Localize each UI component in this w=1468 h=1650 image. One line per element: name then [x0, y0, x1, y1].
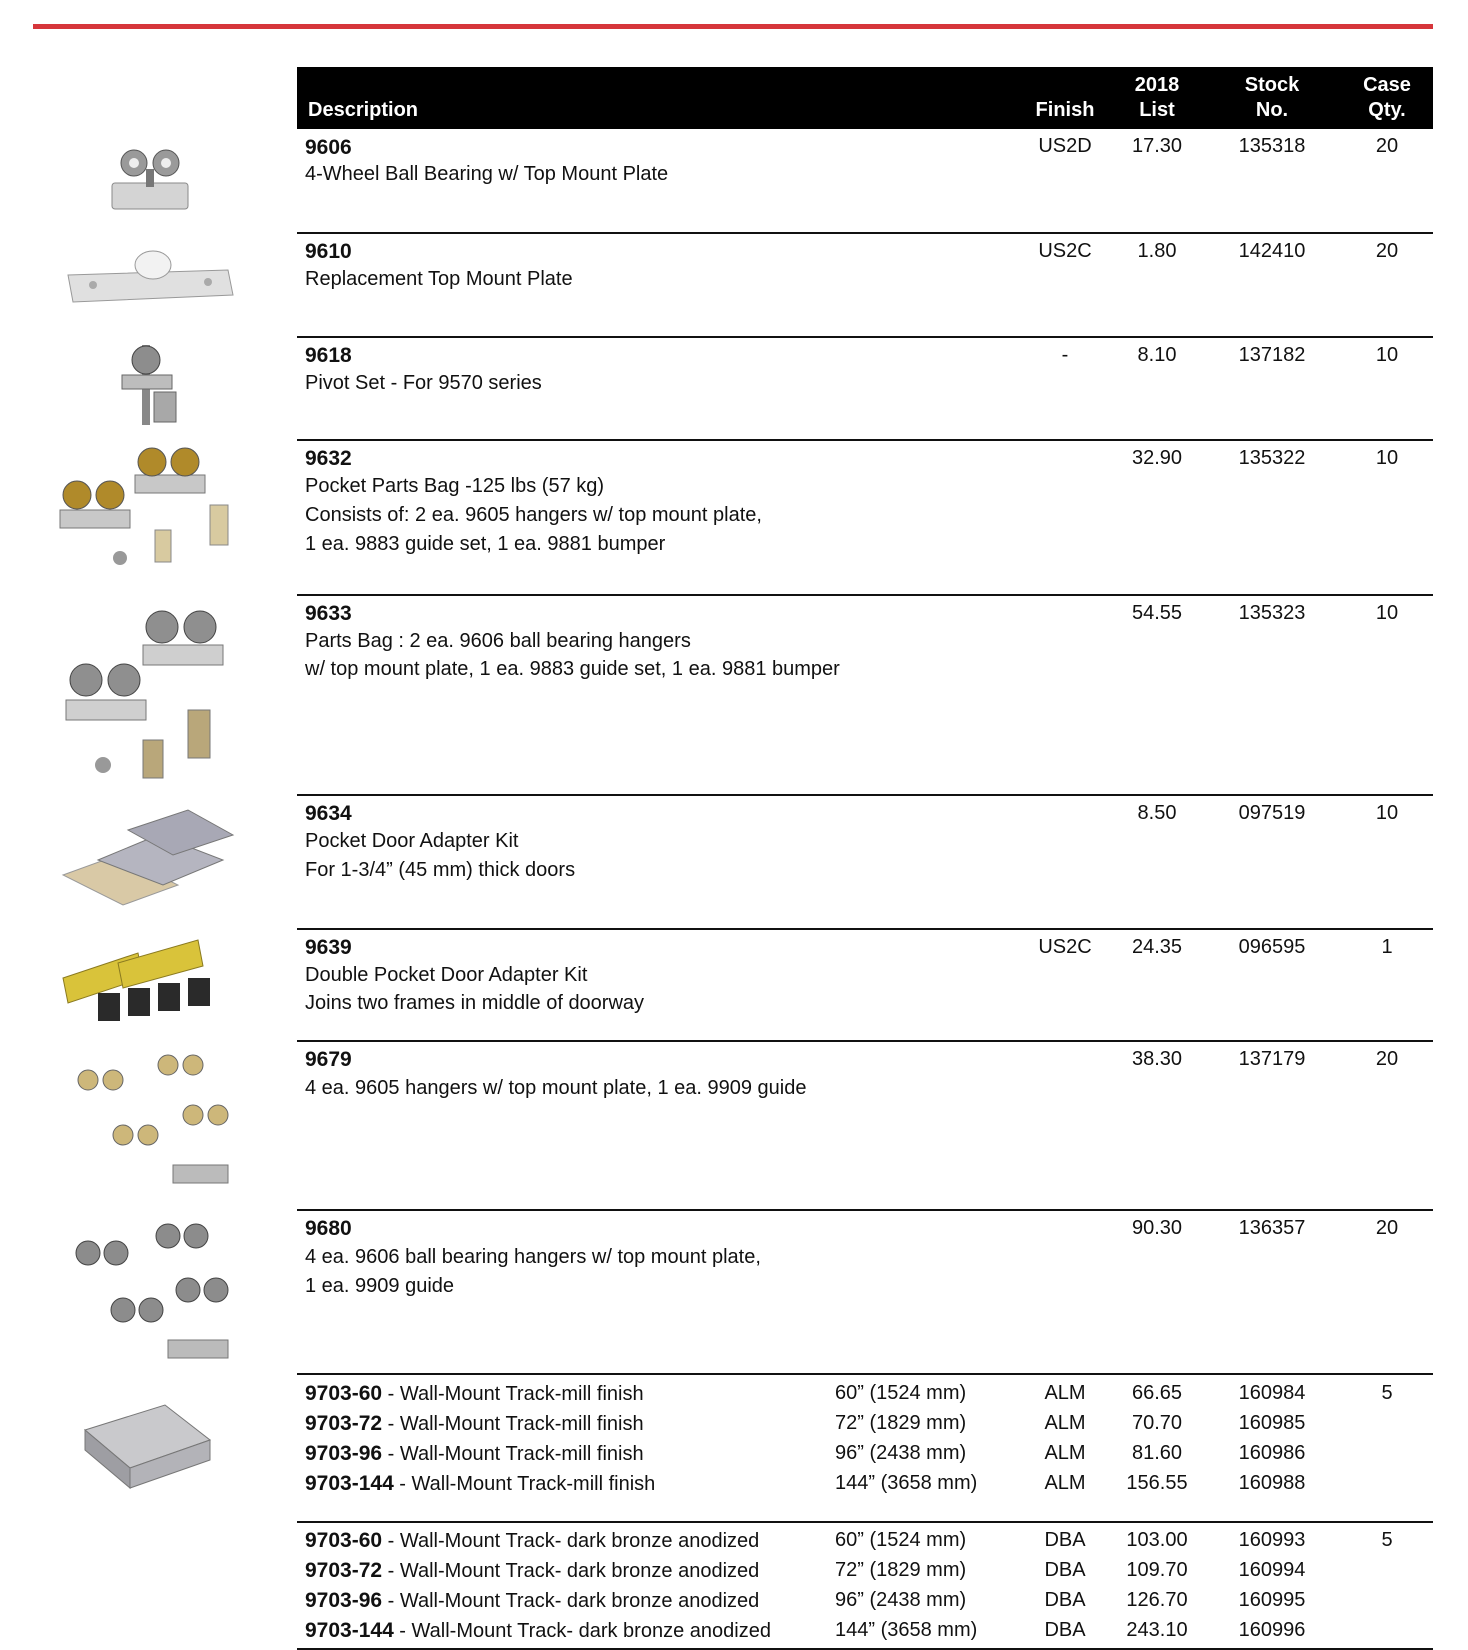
finish-cell: DBA: [1044, 1529, 1086, 1551]
table-row: [297, 1040, 1433, 1206]
finish-cell: ALM: [1044, 1472, 1086, 1494]
header-finish: Finish: [1035, 99, 1095, 121]
list-price-cell: 1.80: [1137, 240, 1177, 262]
case-qty-cell: 10: [1375, 447, 1399, 469]
parts-bag-image: [58, 605, 238, 785]
track-length: 72” (1829 mm): [835, 1412, 967, 1434]
header-description: Description: [308, 99, 419, 121]
product-code: 9618: [305, 344, 352, 367]
track-length: 96” (2438 mm): [835, 1589, 967, 1611]
table-row: [297, 928, 1433, 1038]
list-price-cell: 17.30: [1131, 135, 1183, 157]
stock-number-cell: 160988: [1238, 1472, 1306, 1494]
header-stock-no: No.: [1255, 99, 1289, 121]
product-code: 9639: [305, 936, 352, 959]
track-item: [305, 1412, 644, 1436]
product-code: 9634: [305, 802, 352, 825]
product-description: w/ top mount plate, 1 ea. 9883 guide set, 1 ea. 9881 bumper: [305, 658, 840, 680]
list-price-cell: 54.55: [1131, 602, 1183, 624]
case-qty-cell: 10: [1375, 802, 1399, 824]
track-item: [305, 1472, 655, 1496]
finish-cell: DBA: [1044, 1559, 1086, 1581]
product-description: 1 ea. 9909 guide: [305, 1275, 455, 1297]
table-row: [297, 336, 1433, 438]
header-case-qty: Qty.: [1368, 99, 1406, 121]
product-description: Pivot Set - For 9570 series: [305, 372, 542, 394]
track-length: 144” (3658 mm): [835, 1619, 978, 1641]
track-code: 9703-60: [305, 1529, 383, 1552]
stock-number-cell: 160985: [1238, 1412, 1306, 1434]
red-rule: [33, 24, 1433, 29]
product-description: Joins two frames in middle of doorway: [305, 992, 645, 1014]
track-code: 9703-96: [305, 1442, 383, 1465]
track-item: [305, 1559, 759, 1583]
stock-number-cell: 096595: [1238, 936, 1306, 958]
track-length: 96” (2438 mm): [835, 1442, 967, 1464]
finish-cell: ALM: [1044, 1412, 1086, 1434]
stock-number-cell: 160994: [1238, 1559, 1306, 1581]
case-qty-cell: 20: [1375, 240, 1399, 262]
hanger-set-image: [58, 1050, 238, 1200]
table-row: [297, 439, 1433, 591]
stock-number-cell: 160995: [1238, 1589, 1306, 1611]
track-code: 9703-60: [305, 1382, 383, 1405]
track-description: - Wall-Mount Track-mill finish: [382, 1443, 644, 1465]
stock-number-cell: 097519: [1238, 802, 1306, 824]
track-item: [305, 1619, 771, 1643]
header-case: Case: [1363, 74, 1411, 96]
list-price-cell: 70.70: [1131, 1412, 1183, 1434]
track-code: 9703-144: [305, 1619, 394, 1642]
list-price-cell: 8.10: [1137, 344, 1177, 366]
product-code: 9633: [305, 602, 352, 625]
track-item: [305, 1589, 759, 1613]
wall-mount-track-image: [80, 1400, 220, 1500]
finish-cell: ALM: [1044, 1382, 1086, 1404]
finish-cell: ALM: [1044, 1442, 1086, 1464]
track-description: - Wall-Mount Track- dark bronze anodized: [382, 1590, 760, 1612]
pocket-parts-bag-image: [55, 440, 240, 580]
pivot-set-image: [112, 340, 182, 430]
track-description: - Wall-Mount Track-mill finish: [393, 1473, 656, 1495]
stock-number-cell: 136357: [1238, 1217, 1306, 1239]
header-list: List: [1139, 99, 1175, 121]
case-qty-cell: 20: [1375, 135, 1399, 157]
finish-cell: DBA: [1044, 1619, 1086, 1641]
list-price-cell: 66.65: [1131, 1382, 1183, 1404]
product-description: 4 ea. 9606 ball bearing hangers w/ top mount plate,: [305, 1246, 761, 1268]
stock-number-cell: 160984: [1238, 1382, 1306, 1404]
case-qty-cell: 10: [1375, 344, 1399, 366]
finish-cell: US2D: [1038, 135, 1092, 157]
adapter-kit-image: [58, 805, 238, 920]
list-price-cell: 24.35: [1131, 936, 1183, 958]
table-row: [297, 1209, 1433, 1371]
track-description: - Wall-Mount Track- dark bronze anodized: [382, 1530, 760, 1552]
finish-cell: US2C: [1038, 936, 1092, 958]
product-description: Replacement Top Mount Plate: [305, 268, 573, 290]
stock-number-cell: 160996: [1238, 1619, 1306, 1641]
list-price-cell: 156.55: [1126, 1472, 1188, 1494]
product-code: 9680: [305, 1217, 352, 1240]
track-code: 9703-96: [305, 1589, 383, 1612]
track-length: 144” (3658 mm): [835, 1472, 978, 1494]
stock-number-cell: 135323: [1238, 602, 1306, 624]
product-code: 9632: [305, 447, 352, 470]
track-item: [305, 1442, 644, 1466]
track-code: 9703-72: [305, 1412, 383, 1435]
case-qty-cell: 20: [1375, 1048, 1399, 1070]
stock-number-cell: 135318: [1238, 135, 1306, 157]
table-header: [297, 67, 1433, 129]
ball-bearing-hanger-set-image: [58, 1218, 238, 1368]
track-group-mill: [297, 1373, 1433, 1515]
product-code: 9606: [305, 136, 352, 159]
top-mount-plate-image: [58, 240, 238, 320]
case-qty-cell: 5: [1381, 1529, 1393, 1551]
product-description: 4-Wheel Ball Bearing w/ Top Mount Plate: [305, 163, 669, 185]
stock-number-cell: 160986: [1238, 1442, 1306, 1464]
list-price-cell: 103.00: [1126, 1529, 1188, 1551]
track-length: 72” (1829 mm): [835, 1559, 967, 1581]
list-price-cell: 8.50: [1137, 802, 1177, 824]
case-qty-cell: 20: [1375, 1217, 1399, 1239]
double-adapter-kit-image: [58, 938, 238, 1038]
track-description: - Wall-Mount Track-mill finish: [382, 1413, 644, 1435]
product-description: Parts Bag : 2 ea. 9606 ball bearing hangers: [305, 630, 691, 652]
track-description: - Wall-Mount Track- dark bronze anodized: [393, 1620, 771, 1642]
list-price-cell: 38.30: [1131, 1048, 1183, 1070]
stock-number-cell: 135322: [1238, 447, 1306, 469]
list-price-cell: 109.70: [1126, 1559, 1188, 1581]
product-description: Pocket Parts Bag -125 lbs (57 kg): [305, 475, 605, 497]
product-description: For 1-3/4” (45 mm) thick doors: [305, 859, 576, 881]
stock-number-cell: 137182: [1238, 344, 1306, 366]
stock-number-cell: 137179: [1238, 1048, 1306, 1070]
table-row: [297, 794, 1433, 926]
product-description: Double Pocket Door Adapter Kit: [305, 964, 588, 986]
table-row: [297, 232, 1433, 334]
product-description: Pocket Door Adapter Kit: [305, 830, 519, 852]
product-code: 9679: [305, 1048, 352, 1071]
product-code: 9610: [305, 240, 352, 263]
track-description: - Wall-Mount Track-mill finish: [382, 1383, 644, 1405]
header-list-year: 2018: [1134, 74, 1180, 96]
finish-cell: -: [1061, 344, 1069, 366]
case-qty-cell: 5: [1381, 1382, 1393, 1404]
track-length: 60” (1524 mm): [835, 1529, 967, 1551]
finish-cell: DBA: [1044, 1589, 1086, 1611]
track-group-dba: [297, 1521, 1433, 1650]
table-row: [297, 131, 1433, 231]
track-item: [305, 1529, 759, 1553]
table-row: [297, 594, 1433, 791]
track-code: 9703-144: [305, 1472, 394, 1495]
track-description: - Wall-Mount Track- dark bronze anodized: [382, 1560, 760, 1582]
track-length: 60” (1524 mm): [835, 1382, 967, 1404]
ball-bearing-hanger-image: [100, 135, 200, 225]
product-description: 1 ea. 9883 guide set, 1 ea. 9881 bumper: [305, 533, 666, 555]
finish-cell: US2C: [1038, 240, 1092, 262]
list-price-cell: 126.70: [1126, 1589, 1188, 1611]
track-item: [305, 1382, 644, 1406]
stock-number-cell: 160993: [1238, 1529, 1306, 1551]
case-qty-cell: 1: [1381, 936, 1393, 958]
list-price-cell: 90.30: [1131, 1217, 1183, 1239]
product-description: 4 ea. 9605 hangers w/ top mount plate, 1 ea. 9909 guide: [305, 1077, 807, 1099]
track-code: 9703-72: [305, 1559, 383, 1582]
list-price-cell: 81.60: [1131, 1442, 1183, 1464]
header-stock: Stock: [1244, 74, 1300, 96]
case-qty-cell: 10: [1375, 602, 1399, 624]
stock-number-cell: 142410: [1238, 240, 1306, 262]
list-price-cell: 32.90: [1131, 447, 1183, 469]
product-description: Consists of: 2 ea. 9605 hangers w/ top mount plate,: [305, 504, 762, 526]
list-price-cell: 243.10: [1126, 1619, 1188, 1641]
